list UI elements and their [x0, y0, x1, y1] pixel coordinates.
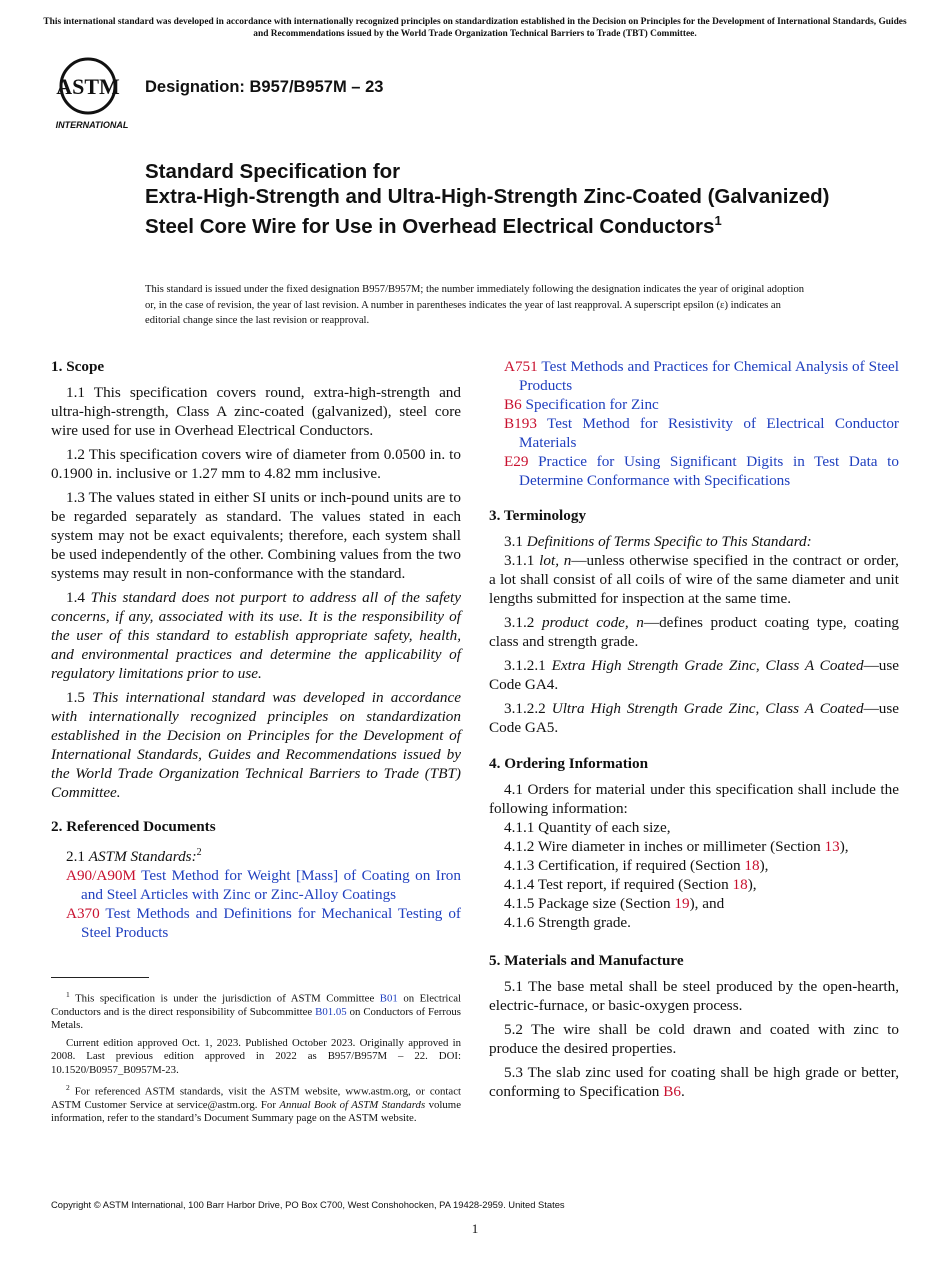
section-materials-heading: 5. Materials and Manufacture [489, 952, 684, 969]
designation: Designation: B957/B957M – 23 [145, 78, 384, 96]
committee-link[interactable]: B01 [379, 992, 398, 1005]
section-ordering-heading: 4. Ordering Information [489, 755, 649, 772]
section-link[interactable]: 18 [732, 876, 748, 893]
subcommittee-link[interactable]: B01.05 [315, 1006, 347, 1018]
term-3-1-2-2: 3.1.2.2 Ultra High Strength Grade Zinc, Class A Coated—use Code GA5. [489, 700, 900, 736]
ref-b6[interactable]: B6 Specification for Zinc [504, 396, 659, 413]
order-4-1-3: 4.1.3 Certification, if required (Section 18), [504, 857, 769, 874]
mat-5-2: 5.2 The wire shall be cold drawn and coated with zinc to produce the desired properties. [489, 1021, 899, 1057]
footnote-1: $^1$ This specification is under the jurisdiction of ASTM Committee B01 on Electrical Conductors and is the direct responsibility of Subcommittee B01.05 on Conductors of Ferrous Metals. [51, 990, 462, 1032]
svg-text:INTERNATIONAL: INTERNATIONAL [55, 120, 129, 130]
term-3-1: 3.1 Definitions of Terms Specific to This Standard: [504, 533, 812, 550]
astm-logo [52, 56, 136, 132]
svg-text:ASTM: ASTM [56, 74, 120, 99]
edition-note: Current edition approved Oct. 1, 2023. Published October 2023. Originally approved in 2008. Last previous edition approved in 2022 as B957/B957M – 22. DOI: 10.1520/B0957_B0957M-23. [51, 1036, 461, 1076]
footnote-rule [51, 977, 149, 978]
scope-1-1: 1.1 This specification covers round, extra-high-strength and ultra-high-strength, Class A zinc-coated (galvanized), steel core wire used for use in Overhead Electrical Conductors. [51, 384, 461, 439]
ref-e29[interactable]: E29 Practice for Using Significant Digits in Test Data to Determine Conformance with Specifications [504, 453, 899, 489]
section-refdocs-heading: 2. Referenced Documents [51, 818, 216, 835]
order-4-1-6: 4.1.6 Strength grade. [504, 914, 631, 931]
section-link[interactable]: 19 [674, 895, 690, 912]
order-4-1-1: 4.1.1 Quantity of each size, [504, 819, 671, 836]
order-4-1: 4.1 Orders for material under this specification shall include the following information: [489, 781, 899, 817]
tbt-banner: This international standard was developed in accordance with internationally recognized principles on standardization established in the Decision on Principles for the Development of International Standards, Guides and Recommendations issued by the World Trade Organization Technical Barriers to Trade (TBT) Committee. [43, 17, 907, 39]
left-column [51, 357, 461, 942]
right-column [489, 357, 899, 1106]
section-link[interactable]: 13 [824, 838, 840, 855]
section-terminology-heading: 3. Terminology [489, 507, 587, 524]
scope-1-2: 1.2 This specification covers wire of diameter from 0.0500 in. to 0.1900 in. inclusive or 1.27 mm to 4.82 mm inclusive. [51, 446, 461, 482]
order-4-1-2: 4.1.2 Wire diameter in inches or millimeter (Section 13), [504, 838, 849, 855]
copyright-line: Copyright © ASTM International, 100 Barr Harbor Drive, PO Box C700, West Conshohocken, PA 19428-2959. United States [51, 1199, 565, 1210]
scope-1-3: 1.3 The values stated in either SI units or inch-pound units are to be regarded separately as standard. The values stated in each system may not be exact equivalents; therefore, each system shall be used independently of the other. Combining values from the two systems may result in non-conformance with the standard. [51, 489, 461, 582]
standard-notice: This standard is issued under the fixed designation B957/B957M; the number immediately following the designation indicates the year of original adoption or, in the case of revision, the year of last revision. A number in parentheses indicates the year of last reapproval. A superscript epsilon (ε) indicates an editorial change since the last revision or reapproval. [145, 284, 805, 326]
ref-a370[interactable]: A370 Test Methods and Definitions for Mechanical Testing of Steel Products [66, 905, 461, 942]
spec-link-b6[interactable]: B6 [663, 1083, 681, 1100]
mat-5-3: 5.3 The slab zinc used for coating shall be high grade or better, conforming to Specification B6. [489, 1064, 899, 1100]
term-3-1-2-1: 3.1.2.1 Extra High Strength Grade Zinc, Class A Coated—use Code GA4. [489, 657, 899, 693]
term-3-1-2: 3.1.2 product code, n—defines product coating type, coating class and strength grade. [489, 614, 900, 650]
term-3-1-1: 3.1.1 lot, n—unless otherwise specified in the contract or order, a lot shall consist of all coils of wire of the same diameter and unit lengths submitted for inspection at the same time. [489, 552, 899, 607]
order-4-1-4: 4.1.4 Test report, if required (Section 18), [504, 876, 757, 893]
section-link[interactable]: 18 [744, 857, 760, 874]
astm-standards-label: 2.1 ASTM Standards:$^2$ [66, 847, 202, 866]
title-main: Extra-High-Strength and Ultra-High-Strength Zinc-Coated (Galvanized) Steel Core Wire for Use in Overhead Electrical Conductors$^1$ [145, 184, 830, 238]
order-4-1-5: 4.1.5 Package size (Section 19), and [504, 895, 725, 912]
ref-a90[interactable]: A90/A90M Test Method for Weight [Mass] of Coating on Iron and Steel Articles with Zinc or Zinc-Alloy Coatings [66, 867, 461, 904]
scope-1-5: 1.5 This international standard was developed in accordance with internationally recognized principles on standardization established in the Decision on Principles for the Development of International Standards, Guides and Recommendations issued by the World Trade Organization Technical Barriers to Trade (TBT) Committee. [51, 689, 462, 801]
section-scope-heading: 1. Scope [51, 358, 105, 375]
document-title [145, 160, 845, 239]
title-line-1: Standard Specification for [145, 160, 401, 183]
scope-1-4: 1.4 This standard does not purport to address all of the safety concerns, if any, associated with its use. It is the responsibility of the user of this standard to establish appropriate safety, health, and environmental practices and determine the applicability of regulatory limitations prior to use. [51, 589, 462, 682]
page-number: 1 [471, 1221, 479, 1236]
footnotes [51, 988, 461, 1130]
mat-5-1: 5.1 The base metal shall be steel produced by the open-hearth, electric-furnace, or basic-oxygen process. [489, 978, 899, 1014]
footnote-2: $^2$ For referenced ASTM standards, visit the ASTM website, www.astm.org, or contact ASTM Customer Service at service@astm.org. For Annual Book of ASTM Standards volume information, refer to the standard’s Document Summary page on the ASTM website. [51, 1083, 461, 1125]
ref-a751[interactable]: A751 Test Methods and Practices for Chemical Analysis of Steel Products [504, 358, 899, 394]
title-footnote-mark: 1 [714, 213, 722, 228]
ref-b193[interactable]: B193 Test Method for Resistivity of Electrical Conductor Materials [504, 415, 899, 451]
